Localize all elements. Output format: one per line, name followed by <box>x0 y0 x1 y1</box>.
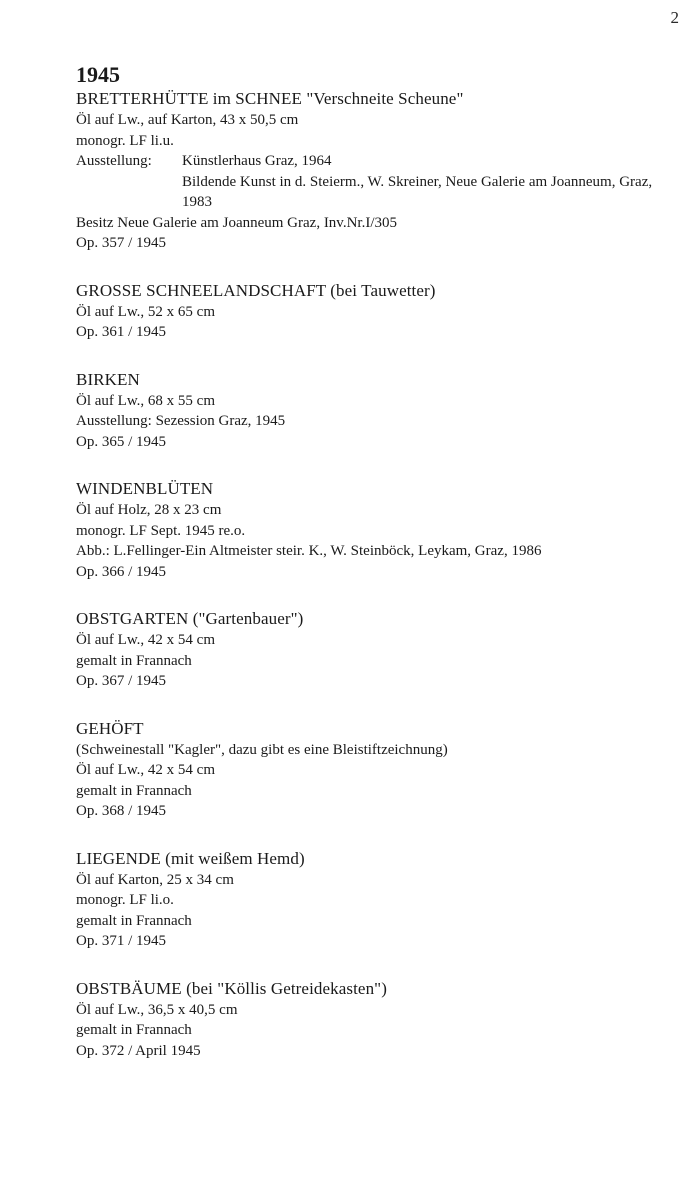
exhibition-row <box>76 151 666 172</box>
entry-line: (Schweinestall "Kagler", dazu gibt es eine Bleistiftzeichnung) <box>76 741 448 758</box>
entry-line: Öl auf Karton, 25 x 34 cm <box>76 871 234 888</box>
entry-line: Öl auf Lw., 52 x 65 cm <box>76 303 215 320</box>
entry-line: Op. 361 / 1945 <box>76 324 166 340</box>
entry-title: GEHÖFT <box>76 718 144 738</box>
exhibition-value: Künstlerhaus Graz, 1964 <box>182 153 332 169</box>
entry-line: Öl auf Lw., 36,5 x 40,5 cm <box>76 1001 238 1018</box>
entry-line: Öl auf Lw., 42 x 54 cm <box>76 762 215 778</box>
entry-line: gemalt in Frannach <box>76 912 192 929</box>
exhibition-value: Bildende Kunst in d. Steierm., W. Skreiner, Neue Galerie am Joanneum, Graz, 1983 <box>182 173 653 210</box>
entry-line: gemalt in Frannach <box>76 782 192 799</box>
entry-line: gemalt in Frannach <box>76 652 192 669</box>
entry-line: Öl auf Lw., 68 x 55 cm <box>76 392 215 409</box>
catalog-content <box>76 62 666 1087</box>
entry-line: monogr. LF Sept. 1945 re.o. <box>76 522 246 539</box>
exhibition-label: Ausstellung: <box>76 153 152 169</box>
year-heading: 1945 <box>76 62 120 87</box>
entry-title: GROSSE SCHNEELANDSCHAFT (bei Tauwetter) <box>76 280 436 300</box>
page-number: 2 <box>670 8 679 27</box>
entry-line: Öl auf Lw., auf Karton, 43 x 50,5 cm <box>76 112 299 128</box>
entry-line: Besitz Neue Galerie am Joanneum Graz, Inv.Nr.I/305 <box>76 214 397 231</box>
entry-line: gemalt in Frannach <box>76 1022 192 1038</box>
entry-title: BIRKEN <box>76 369 140 389</box>
entry-line: Op. 366 / 1945 <box>76 563 166 580</box>
entry-line: Op. 365 / 1945 <box>76 433 166 450</box>
entry-line: monogr. LF li.o. <box>76 892 174 908</box>
catalog-entry <box>76 280 666 343</box>
entry-line: Op. 368 / 1945 <box>76 803 166 819</box>
entry-title: LIEGENDE (mit weißem Hemd) <box>76 848 305 868</box>
entry-title: WINDENBLÜTEN <box>76 479 214 498</box>
entry-line: Abb.: L.Fellinger-Ein Altmeister steir. K., W. Steinböck, Leykam, Graz, 1986 <box>76 543 542 559</box>
catalog-entry <box>76 978 666 1062</box>
catalog-entry <box>76 88 666 254</box>
catalog-entry <box>76 608 666 692</box>
catalog-entry <box>76 369 666 453</box>
entry-line: Öl auf Holz, 28 x 23 cm <box>76 502 222 518</box>
entry-line: Öl auf Lw., 42 x 54 cm <box>76 632 215 648</box>
entry-line: Op. 367 / 1945 <box>76 673 166 689</box>
catalog-entry <box>76 718 666 822</box>
entry-line: Op. 371 / 1945 <box>76 933 166 949</box>
entry-line: monogr. LF li.u. <box>76 132 174 149</box>
entry-line: Ausstellung: Sezession Graz, 1945 <box>76 413 286 429</box>
catalog-entry <box>76 848 666 952</box>
entry-line: Op. 372 / April 1945 <box>76 1042 201 1059</box>
catalog-entry <box>76 478 666 582</box>
entry-title: BRETTERHÜTTE im SCHNEE "Verschneite Scheune" <box>76 89 464 108</box>
entry-title: OBSTBÄUME (bei "Köllis Getreidekasten") <box>76 978 387 998</box>
entry-title: OBSTGARTEN ("Gartenbauer") <box>76 609 304 628</box>
entry-line: Op. 357 / 1945 <box>76 235 166 251</box>
